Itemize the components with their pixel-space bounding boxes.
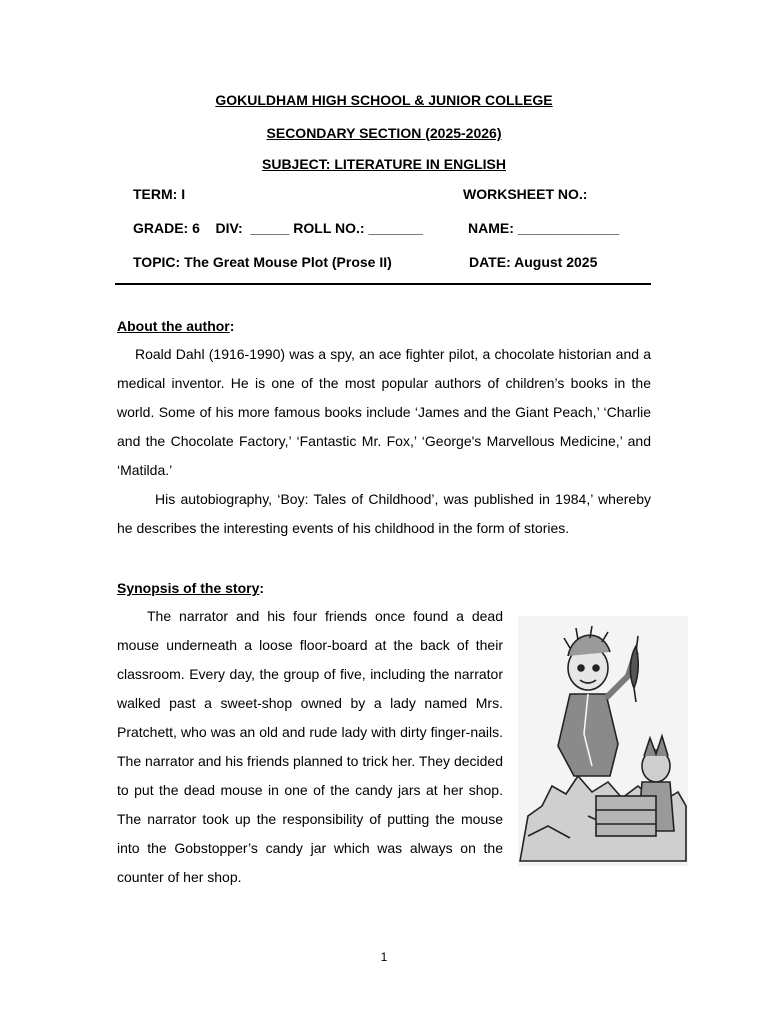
page-number: 1 <box>380 950 388 964</box>
subject-heading: SUBJECT: LITERATURE IN ENGLISH <box>262 156 506 172</box>
synopsis-paragraph: The narrator and his four friends once found a dead mouse underneath a loose floor-board at the back of their classroom. Every day, the group of five, including the narrator walked past a sweet-shop owned by a lady named Mrs. Pratchett, who was an old and rude lady with dirty finger-nails. The narrator and his friends planned to trick her. They decided to put the dead mouse in one of the candy jars at her shop. The narrator took up the responsibility of putting the mouse into the Gobstopper’s candy jar which was always on the counter of her shop. <box>117 608 503 885</box>
about-author-paragraph-2: His autobiography, ‘Boy: Tales of Childhood’, was published in 1984,’ whereby he describes the interesting events of his childhood in the form of stories. <box>117 491 651 536</box>
term-label: TERM: I <box>133 186 186 202</box>
school-name: GOKULDHAM HIGH SCHOOL & JUNIOR COLLEGE <box>215 92 553 108</box>
synopsis-title: Synopsis of the story <box>117 580 260 596</box>
synopsis-colon: : <box>259 580 265 596</box>
about-author-paragraph-1: Roald Dahl (1916-1990) was a spy, an ace fighter pilot, a chocolate historian and a medical inventor. He is one of the most popular authors of children’s books in the world. Some of his more famous books include ‘James and the Giant Peach,’ ‘Charlie and the Chocolate Factory,’ ‘Fantastic Mr. Fox,’ ‘George's Marvellous Medicine,’ and ‘Matilda.’ <box>117 346 651 478</box>
topic-label: TOPIC: The Great Mouse Plot (Prose II) <box>133 254 392 270</box>
grade-div-roll-label: GRADE: 6 DIV: _____ ROLL NO.: _______ <box>133 220 423 236</box>
date-label: DATE: August 2025 <box>469 254 598 270</box>
about-author-heading <box>117 317 234 335</box>
name-label: NAME: _____________ <box>468 220 619 236</box>
about-author-title: About the author <box>117 318 230 334</box>
synopsis-heading <box>117 579 264 597</box>
section-heading: SECONDARY SECTION (2025-2026) <box>266 125 502 141</box>
header-divider <box>115 283 651 285</box>
about-author-colon: : <box>229 318 235 334</box>
story-illustration <box>518 616 688 866</box>
worksheet-number-label: WORKSHEET NO.: <box>463 186 588 202</box>
